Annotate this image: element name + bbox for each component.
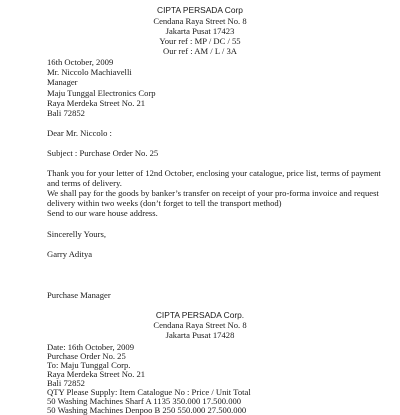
order-to: To: Maju Tunggal Corp. [47,360,131,370]
order-city: Bali 72852 [47,378,85,388]
signer-title: Purchase Manager [47,290,111,300]
signer-name: Garry Aditya [47,249,93,259]
body-paragraph-2-line-2: delivery within two weeks (don’t forget to tell the transport method) [47,198,282,208]
order-item-row: 50 Washing Machines Denpoo B 250 550.000 27.500.000 [47,405,247,415]
order-columns-line: QTY Please Supply: Item Catalogue No : Price / Unit Total [47,387,251,397]
closing: Sincerelly Yours, [47,229,106,239]
order-date: Date: 16th October, 2009 [47,342,135,352]
salutation: Dear Mr. Niccolo : [47,128,112,138]
body-paragraph-1-line-1: Thank you for your letter of 12nd October, enclosing your catalogue, price list, terms of payment [47,168,381,178]
order-street: Raya Merdeka Street No. 21 [47,369,146,379]
recipient-name: Mr. Niccolo Machiavelli [47,67,132,77]
order-item-row: 50 Washing Machines Sharf A 1135 350.000 17.500.000 [47,396,242,406]
letter-your-ref: Your ref : MP / DC / 55 [159,36,241,46]
recipient-title: Manager [47,77,78,87]
order-company-city: Jakarta Pusat 17428 [165,330,235,340]
letter-our-ref: Our ref : AM / L / 3A [163,46,237,56]
recipient-street: Raya Merdeka Street No. 21 [47,98,146,108]
order-number: Purchase Order No. 25 [47,351,126,361]
letter-company-city: Jakarta Pusat 17423 [165,26,235,36]
recipient-company: Maju Tunggal Electronics Corp [47,88,156,98]
order-company-name: CIPTA PERSADA Corp. [155,310,245,320]
body-paragraph-1-line-2: and terms of delivery. [47,178,122,188]
body-paragraph-2-line-1: We shall pay for the goods by banker’s transfer on receipt of your pro-forma invoice and request [47,188,379,198]
body-paragraph-2-line-3: Send to our ware house address. [47,208,158,218]
order-company-street: Cendana Raya Street No. 8 [153,320,247,330]
letter-date: 16th October, 2009 [47,57,114,67]
recipient-city: Bali 72852 [47,108,85,118]
subject-line: Subject : Purchase Order No. 25 [47,148,159,158]
letter-company-street: Cendana Raya Street No. 8 [153,16,247,26]
letter-company-name: CIPTA PERSADA Corp [157,5,243,15]
